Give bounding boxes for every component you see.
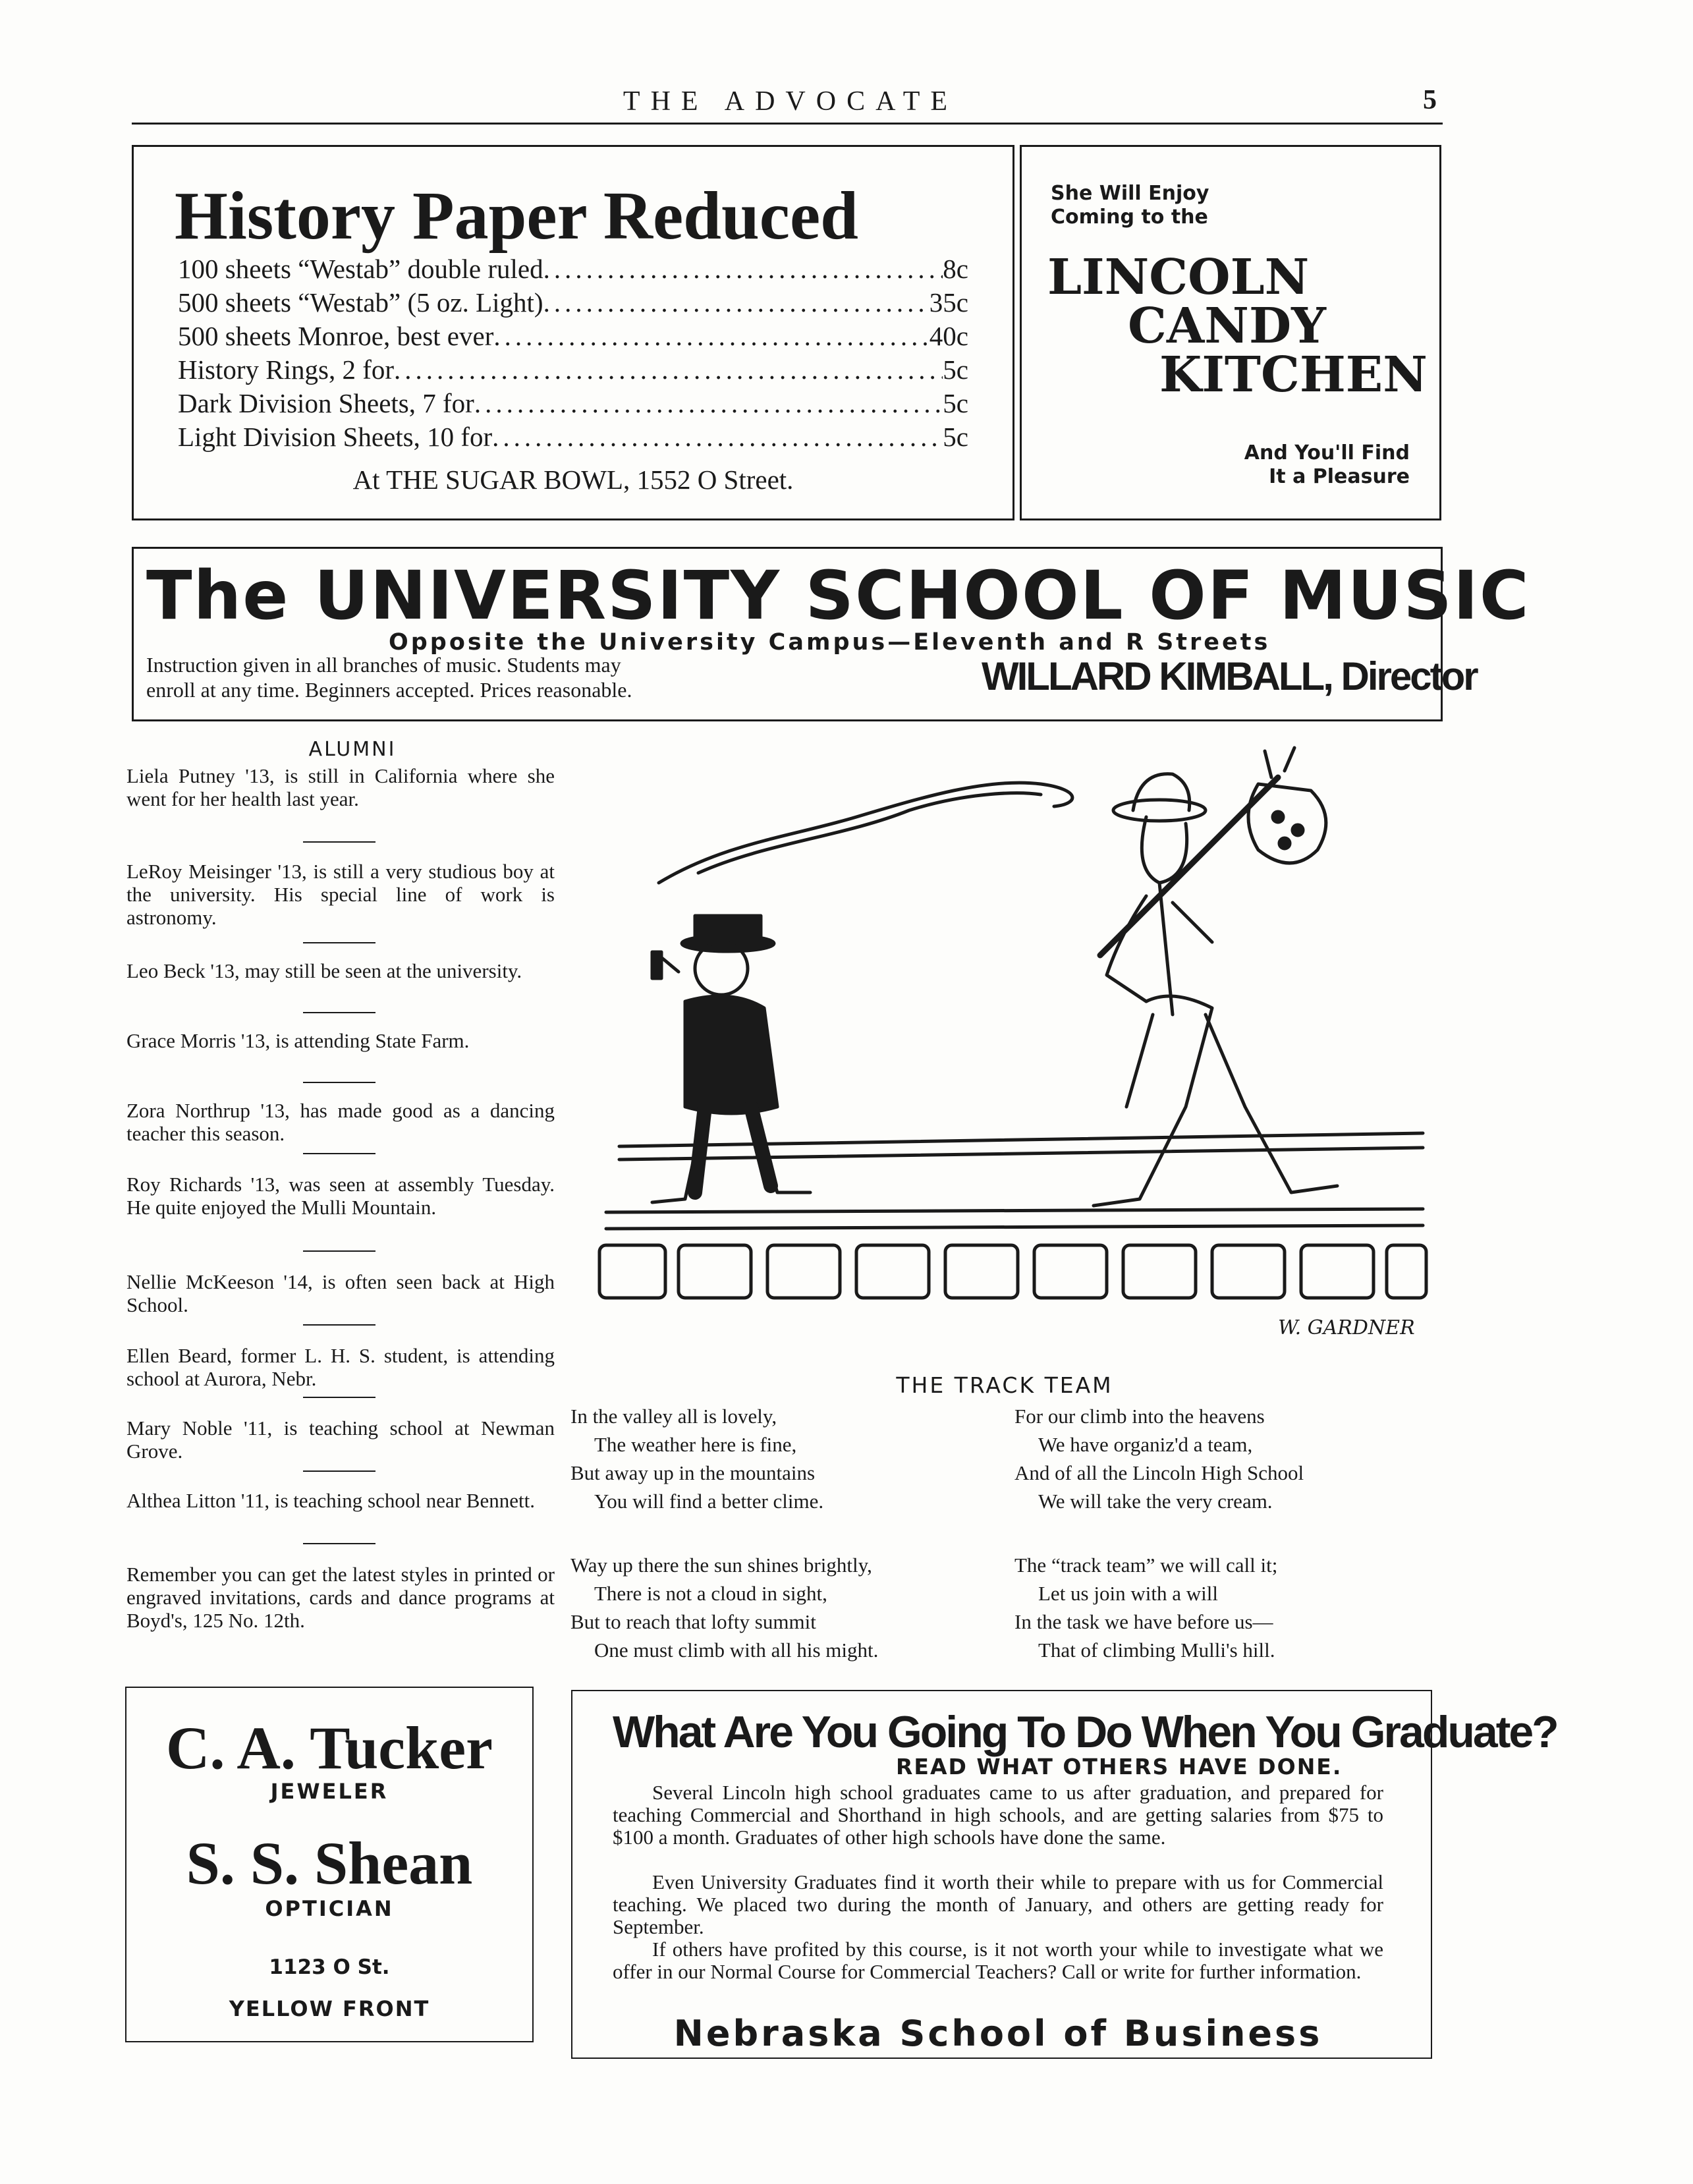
poem-line: And of all the Lincoln High School	[1014, 1461, 1304, 1484]
poem-line: One must climb with all his might.	[594, 1638, 879, 1662]
alumni-item: Roy Richards '13, was seen at assembly Tuesday. He quite enjoyed the Mulli Mountain.	[126, 1173, 555, 1219]
rail-top	[619, 1133, 1423, 1146]
alumni-item: Remember you can get the latest styles in printed or engraved invitations, cards and dance programs at Boyd's, 125 No. 12th.	[126, 1563, 555, 1632]
business-ad-subhead: READ WHAT OTHERS HAVE DONE.	[896, 1754, 1343, 1779]
price-row	[178, 287, 968, 321]
price-item-price: 5c	[943, 422, 968, 452]
price-item-label: 500 sheets “Westab” (5 oz. Light)	[178, 287, 543, 318]
poem-line: The weather here is fine,	[594, 1433, 797, 1456]
price-row	[178, 421, 968, 455]
alumni-separator	[303, 1012, 375, 1013]
price-item-price: 5c	[943, 354, 968, 385]
tucker-role: JEWELER	[270, 1779, 389, 1804]
music-instruction-line: enroll at any time. Beginners accepted. Prices reasonable.	[146, 678, 632, 702]
poem-line: You will find a better clime.	[594, 1490, 824, 1513]
poem-line: We will take the very cream.	[1038, 1490, 1273, 1513]
alumni-separator	[303, 1397, 375, 1398]
business-school-name: Nebraska School of Business	[673, 2013, 1323, 2054]
alumni-item: Ellen Beard, former L. H. S. student, is attending school at Aurora, Nebr.	[126, 1344, 555, 1390]
price-item-label: 100 sheets “Westab” double ruled	[178, 254, 543, 284]
alumni-separator	[303, 841, 375, 843]
business-ad-headline: What Are You Going To Do When You Graduate?	[613, 1707, 1557, 1757]
price-item-price: 40c	[929, 321, 968, 351]
business-ad-paragraph: If others have profited by this course, is it not worth your while to investigate what we offer in our Normal Course for Commercial Teachers? Call or write for further information.	[613, 1938, 1383, 1983]
candy-closing-line: And You'll Find	[1244, 441, 1410, 464]
smoke-trail	[659, 783, 1072, 883]
poem-line: We have organiz'd a team,	[1038, 1433, 1253, 1456]
music-ad-director: WILLARD KIMBALL, Director	[982, 654, 1477, 698]
poem-line: But to reach that lofty summit	[570, 1610, 816, 1633]
poem-line: Way up there the sun shines brightly,	[570, 1554, 872, 1577]
price-row	[178, 320, 968, 354]
poem-line: The “track team” we will call it;	[1014, 1554, 1278, 1577]
alumni-separator	[303, 1082, 375, 1083]
poem-line: In the valley all is lovely,	[570, 1405, 777, 1428]
alumni-item: Liela Putney '13, is still in California where she went for her health last year.	[126, 764, 555, 810]
music-ad-title: The UNIVERSITY SCHOOL OF MUSIC	[146, 557, 1530, 635]
candy-intro-line: She Will Enjoy	[1051, 182, 1209, 205]
page-number: 5	[1423, 85, 1437, 115]
tucker-address: 1123 O St.	[269, 1955, 390, 1979]
business-ad-paragraph: Even University Graduates find it worth their while to prepare with us for Commercial teaching. We placed two during the month of January, and others are getting ready for September.	[613, 1870, 1383, 1938]
running-head: THE ADVOCATE	[623, 86, 958, 117]
price-item-price: 8c	[943, 254, 968, 284]
tucker-name: C. A. Tucker	[166, 1714, 493, 1781]
price-row	[178, 387, 968, 422]
alumni-item: LeRoy Meisinger '13, is still a very studious boy at the university. His special line of work is astronomy.	[126, 860, 555, 929]
alumni-item: Althea Litton '11, is teaching school near Bennett.	[126, 1489, 535, 1512]
alumni-item: Zora Northrup '13, has made good as a dancing teacher this season.	[126, 1099, 555, 1145]
alumni-separator	[303, 1470, 375, 1472]
poem-stanza	[570, 1551, 878, 1664]
poem-line: In the task we have before us—	[1014, 1610, 1273, 1633]
alumni-item: Grace Morris '13, is attending State Farm.	[126, 1029, 470, 1052]
poem-line: But away up in the mountains	[570, 1461, 816, 1484]
alumni-item: Nellie McKeeson '14, is often seen back at High School.	[126, 1270, 555, 1316]
alumni-separator	[303, 1153, 375, 1154]
music-ad-address: Opposite the University Campus—Eleventh and R Streets	[389, 629, 1271, 656]
track-team-cartoon	[580, 738, 1436, 1344]
tucker-tagline: YELLOW FRONT	[229, 1996, 430, 2021]
alumni-separator	[303, 1250, 375, 1252]
candy-name-line: KITCHEN	[1159, 347, 1428, 403]
rail-bottom	[606, 1209, 1423, 1212]
price-item-label: 500 sheets Monroe, best ever	[178, 321, 494, 351]
poem-line: There is not a cloud in sight,	[594, 1582, 827, 1605]
history-ad-footer: At THE SUGAR BOWL, 1552 O Street.	[352, 464, 794, 495]
candy-name-line: LINCOLN	[1047, 249, 1310, 306]
alumni-separator	[303, 942, 375, 943]
candy-name-line: CANDY	[1128, 298, 1326, 354]
header-rule	[132, 123, 1443, 125]
shean-name: S. S. Shean	[186, 1830, 473, 1897]
alumni-item: Mary Noble '11, is teaching school at Newman Grove.	[126, 1416, 555, 1463]
alumni-separator	[303, 1543, 375, 1544]
candy-ad-closing	[1173, 441, 1410, 489]
business-ad-paragraph: Several Lincoln high school graduates came to us after graduation, and prepared for teaching Commercial and Shorthand in high schools, and are getting salaries from $75 to $100 a month. Graduates of other high schools have done the same.	[613, 1781, 1383, 1849]
candy-closing-line: It a Pleasure	[1269, 465, 1410, 488]
poem-title: THE TRACK TEAM	[896, 1372, 1113, 1398]
candy-intro-line: Coming to the	[1051, 206, 1208, 229]
alumni-heading: ALUMNI	[308, 738, 397, 761]
music-ad-instructions	[146, 652, 838, 702]
price-item-label: History Rings, 2 for	[178, 354, 394, 385]
shean-role: OPTICIAN	[265, 1896, 394, 1921]
price-item-label: Dark Division Sheets, 7 for	[178, 388, 474, 418]
cartoon-signature: W. GARDNER	[1278, 1316, 1415, 1339]
price-item-label: Light Division Sheets, 10 for	[178, 422, 493, 452]
alumni-item: Leo Beck '13, may still be seen at the university.	[126, 959, 522, 982]
poem-stanza	[1014, 1551, 1277, 1664]
history-ad-title: History Paper Reduced	[175, 178, 858, 254]
candy-ad-intro	[1051, 182, 1209, 229]
price-item-price: 35c	[929, 287, 968, 318]
music-instruction-line: Instruction given in all branches of music. Students may	[146, 653, 621, 677]
poem-line: Let us join with a will	[1038, 1582, 1218, 1605]
poem-stanza	[570, 1402, 823, 1515]
price-row	[178, 253, 968, 287]
price-item-price: 5c	[943, 388, 968, 418]
alumni-separator	[303, 1324, 375, 1326]
poem-stanza	[1014, 1402, 1304, 1515]
poem-line: That of climbing Mulli's hill.	[1038, 1638, 1275, 1662]
poem-line: For our climb into the heavens	[1014, 1405, 1265, 1428]
price-row	[178, 354, 968, 388]
